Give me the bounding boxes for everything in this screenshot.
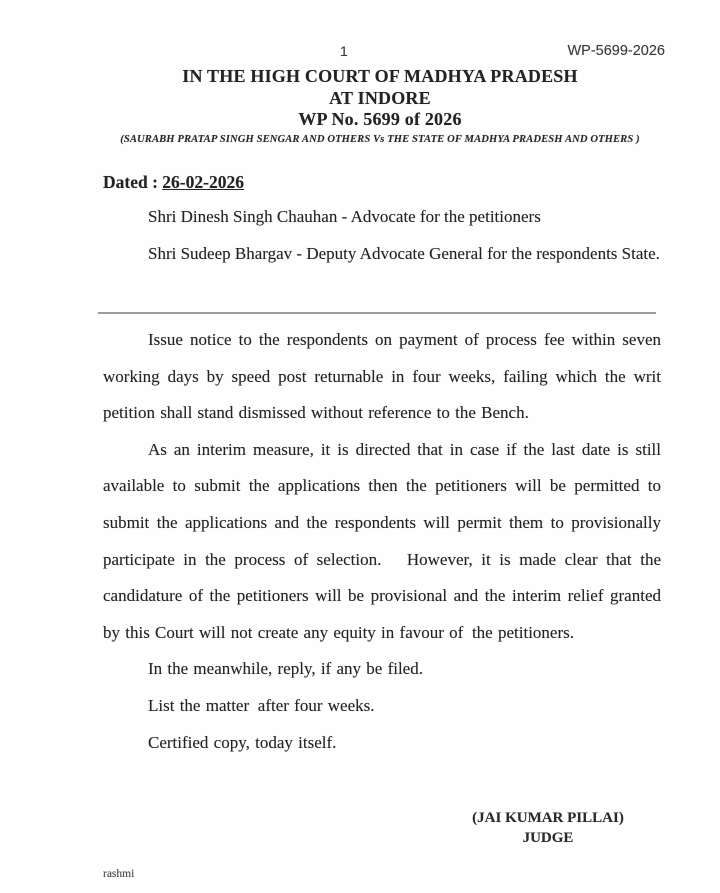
order-paragraph-certified-copy: Certified copy, today itself.	[148, 732, 337, 752]
dated-line	[103, 172, 244, 193]
appearances	[103, 198, 661, 272]
court-name: IN THE HIGH COURT OF MADHYA PRADESH	[182, 66, 578, 86]
page-number: 1	[340, 43, 348, 59]
appearance-respondent-counsel: Shri Sudeep Bhargav - Deputy Advocate General for the respondents State.	[148, 244, 660, 263]
appearance-petitioner-counsel: Shri Dinesh Singh Chauhan - Advocate for the petitioners	[148, 207, 541, 226]
divider-rule	[98, 312, 656, 314]
order-paragraph-interim-measure: As an interim measure, it is directed that in case if the last date is still available to submit the applications then the petitioners will be permitted to submit the applications and the respondents will permit them to provisionally participate in the process of selection. However, it is made clear that the candidature of the petitioners will be provisional and the interim relief granted by this Court will not create any equity in favour of the petitioners.	[103, 439, 661, 642]
bench-name: AT INDORE	[329, 87, 431, 108]
order-paragraph-notice: Issue notice to the respondents on payment of process fee within seven working days by speed post returnable in four weeks, failing which the writ petition shall stand dismissed without reference to the Bench.	[103, 330, 661, 423]
stenographer-initials: rashmi	[103, 868, 135, 880]
heading-block	[100, 66, 660, 145]
judge-name: (JAI KUMAR PILLAI)	[472, 810, 624, 826]
case-number: WP No. 5699 of 2026	[298, 109, 462, 129]
cause-title: (SAURABH PRATAP SINGH SENGAR AND OTHERS Vs THE STATE OF MADHYA PRADESH AND OTHERS )	[120, 133, 640, 145]
order-paragraph-reply: In the meanwhile, reply, if any be filed.	[148, 659, 423, 679]
dated-label: Dated :	[103, 172, 163, 192]
order-paragraph-listing: List the matter after four weeks.	[148, 695, 375, 715]
dated-value: 26-02-2026	[162, 172, 244, 192]
judge-title: JUDGE	[522, 830, 574, 846]
signature-block	[432, 808, 664, 848]
order-body	[103, 322, 661, 761]
case-reference: WP-5699-2026	[567, 43, 665, 59]
